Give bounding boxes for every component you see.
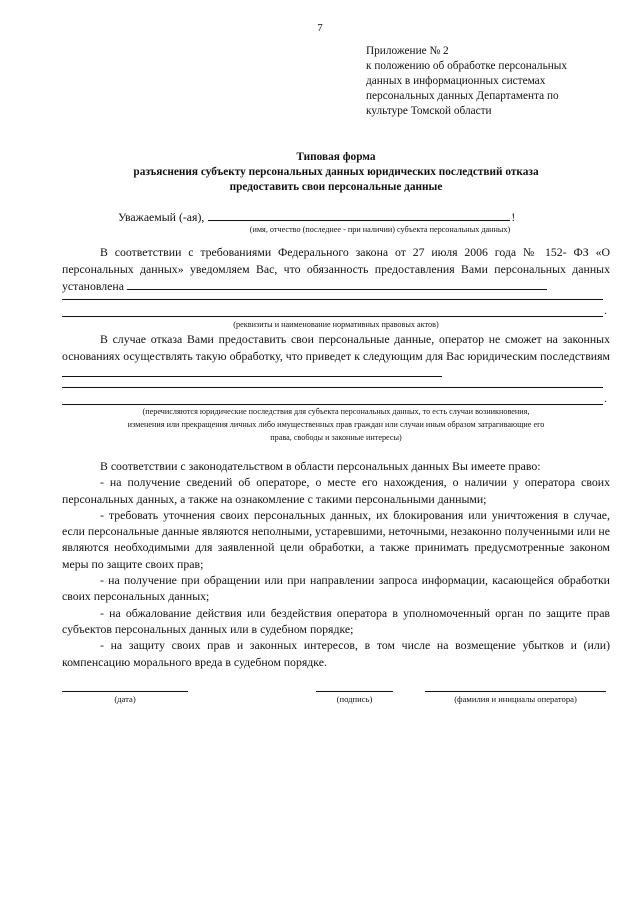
form-title: Типовая форма (296, 151, 376, 163)
legal-basis-caption: (реквизиты и наименование нормативных правовых актов) (233, 320, 439, 329)
appendix-header (366, 44, 626, 119)
rights-intro: В соответствии с законодательством в области персональных данных Вы имеете право: (100, 459, 541, 473)
signature-caption: (подпись) (336, 694, 373, 704)
rights-item: - на обжалование действия или бездействия оператора в уполномоченный орган по защите прав субъектов персональных данных или в судебном порядке; (62, 605, 610, 636)
rights-item: - на защиту своих прав и законных интересов, в том числе на возмещение убытков и (или) компенсацию морального вреда в судебном порядке. (62, 638, 610, 669)
date-caption: (дата) (114, 694, 136, 704)
consequences-caption: права, свободы и законные интересы) (270, 433, 402, 442)
appendix-line: к положению об обработке персональных (366, 60, 567, 72)
appendix-line: культуре Томской области (366, 105, 492, 117)
appendix-line: данных в информационных системах (366, 75, 546, 87)
rights-item: - на получение при обращении или при направлении запроса информации, касающейся обработки своих персональных данных; (62, 573, 610, 604)
rights-list (62, 458, 610, 670)
legal-basis-text: В соответствии с требованиями Федерального закона от 27 июля 2006 года № 152- ФЗ «О персональных данных» уведомляем Вас, что обязанность предоставления Вами персональных данных установлена (62, 245, 610, 293)
salutation-suffix: ! (511, 210, 516, 224)
consequences-end-mark: . (604, 391, 607, 405)
form-subtitle-line: предоставить свои персональные данные (229, 181, 443, 193)
signature-field[interactable] (316, 691, 393, 692)
operator-name-caption: (фамилия и инициалы оператора) (454, 694, 577, 704)
legal-basis-paragraph (62, 244, 610, 295)
subject-name-caption: (имя, отчество (последнее - при наличии) субъекта персональных данных) (249, 225, 511, 234)
form-subtitle-line: разъяснения субъекту персональных данных юридических последствий отказа (133, 166, 539, 178)
legal-basis-end-mark: . (604, 303, 607, 317)
rights-item: - на получение сведений об операторе, о месте его нахождения, о наличии у оператора своих персональных данных, а также на ознакомление с такими персональными данными; (62, 475, 610, 506)
legal-basis-line-2 (62, 299, 603, 300)
consequences-text: В случае отказа Вами предоставить свои персональные данные, оператор не сможет на законных основаниях осуществлять такую обработку, что приведет к следующим для Вас юридическим последствиям (62, 332, 610, 363)
consequences-line-2 (62, 387, 603, 388)
operator-name-field[interactable] (425, 691, 606, 692)
legal-basis-line-3 (62, 316, 603, 317)
appendix-line: персональных данных Департамента по (366, 90, 559, 102)
consequences-caption: изменения или прекращения личных либо имущественных прав граждан или случаи иным образом затрагивающие его (127, 420, 545, 429)
consequences-caption: (перечисляются юридические последствия для субъекта персональных данных, то есть случаи возникновения, (142, 407, 530, 416)
consequences-paragraph (62, 331, 610, 382)
subject-name-field[interactable] (208, 208, 510, 221)
salutation-prefix: Уважаемый (-ая), (118, 210, 205, 224)
consequences-field[interactable] (62, 365, 442, 377)
page-number: 7 (317, 22, 323, 34)
rights-item: - требовать уточнения своих персональных данных, их блокирования или уничтожения в случае, если персональные данные являются неполными, устаревшими, неточными, незаконно полученными или не являются необходимыми для заявленной цели обработки, а также принимать предусмотренные законом меры по защите своих прав; (62, 507, 610, 571)
appendix-line: Приложение № 2 (366, 45, 449, 57)
legal-basis-field[interactable] (127, 278, 547, 290)
date-field[interactable] (62, 691, 188, 692)
